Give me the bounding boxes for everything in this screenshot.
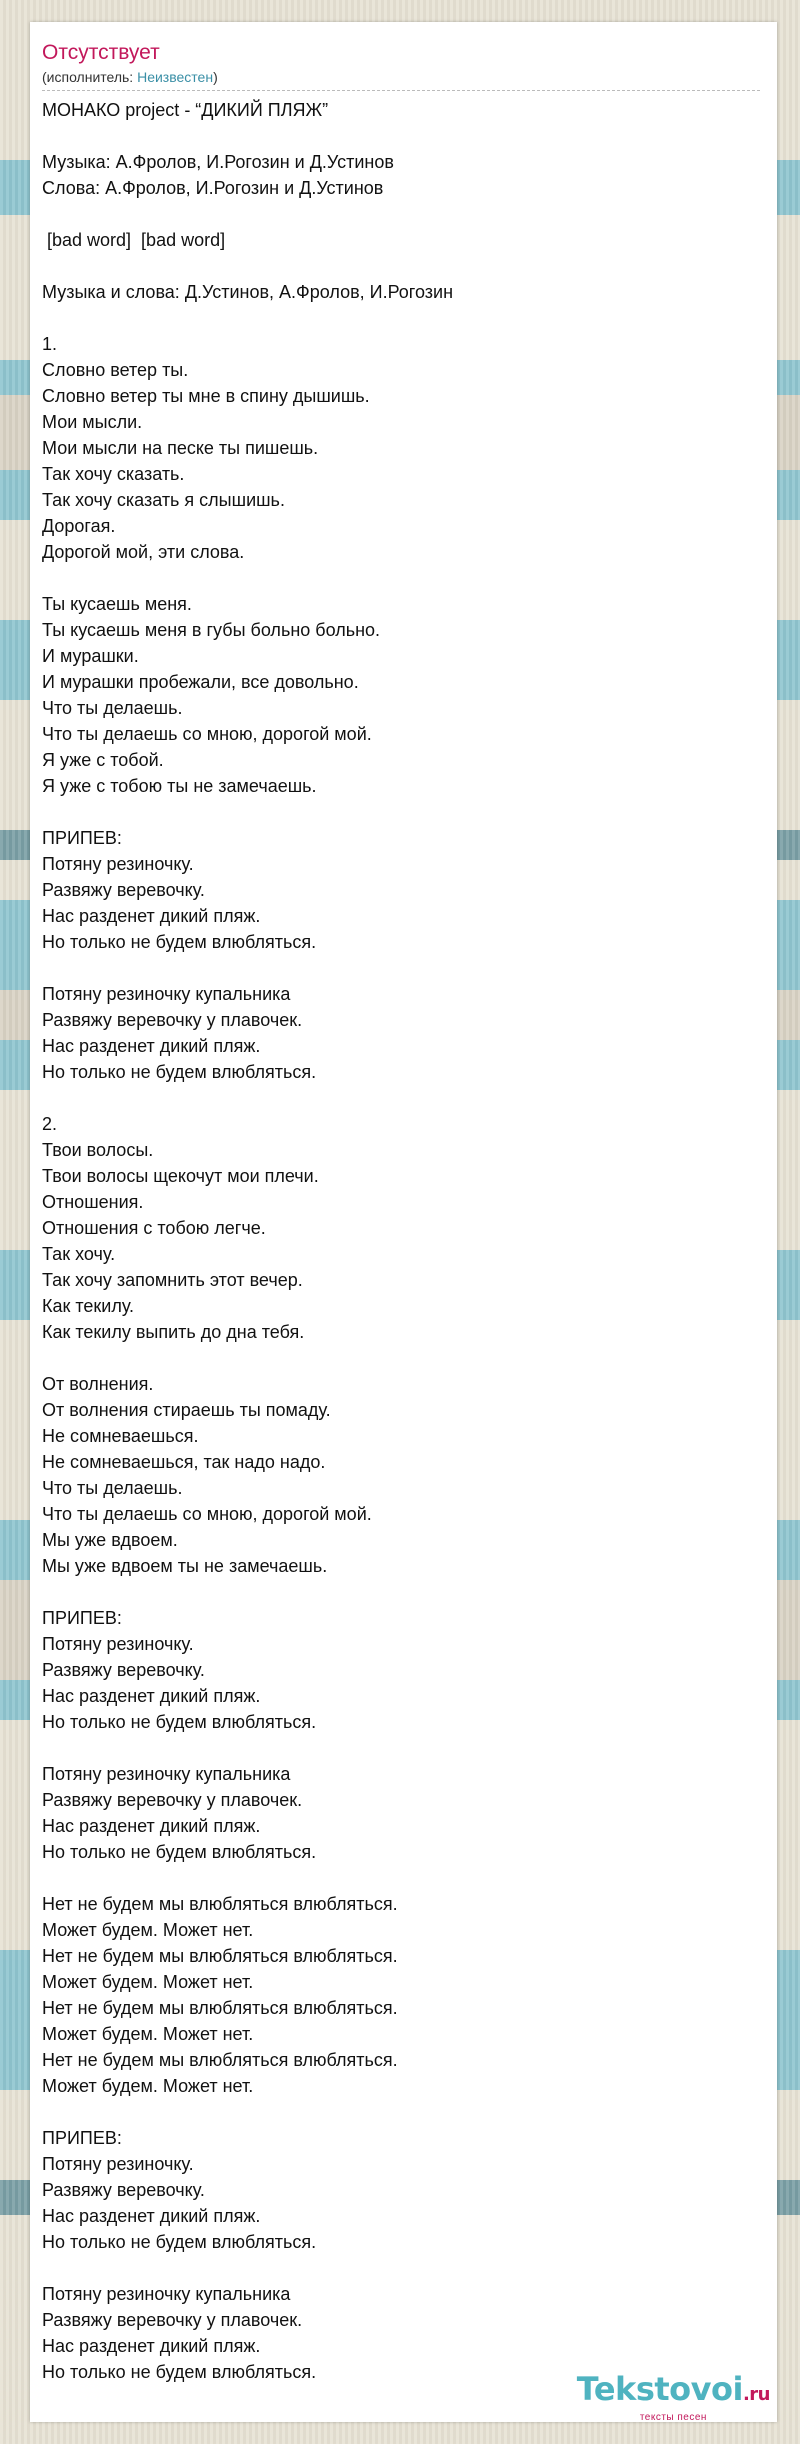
lyric-line: 1. (42, 334, 58, 354)
lyric-line: Может будем. Может нет. (42, 2024, 254, 2044)
logo-subtitle: тексты песен (639, 2412, 707, 2423)
lyric-blank-line (42, 2255, 765, 2281)
artist-prefix: (исполнитель: (42, 69, 138, 85)
lyric-line: Музыка: А.Фролов, И.Рогозин и Д.Устинов (42, 152, 394, 172)
site-logo[interactable] (577, 2372, 770, 2424)
lyric-blank-line (42, 1579, 765, 1605)
lyric-blank-line (42, 2099, 765, 2125)
lyric-line: Нас разденет дикий пляж. (42, 1686, 261, 1706)
lyric-line: Нас разденет дикий пляж. (42, 1816, 261, 1836)
lyric-line: И мурашки. (42, 646, 139, 666)
lyric-line: Но только не будем влюбляться. (42, 1842, 317, 1862)
lyric-line: Может будем. Может нет. (42, 2076, 254, 2096)
lyric-line: Нас разденет дикий пляж. (42, 2336, 261, 2356)
lyric-line: Потяну резиночку купальника (42, 984, 291, 1004)
lyric-line: [bad word] [bad word] (42, 230, 226, 250)
lyric-line: Нас разденет дикий пляж. (42, 906, 261, 926)
lyric-line: Что ты делаешь. (42, 1478, 183, 1498)
lyric-line: Развяжу веревочку. (42, 1660, 205, 1680)
artist-link[interactable]: Неизвестен (137, 69, 214, 85)
lyric-line: От волнения. (42, 1374, 154, 1394)
lyric-blank-line (42, 1865, 765, 1891)
lyric-line: Развяжу веревочку у плавочек. (42, 2310, 303, 2330)
lyric-line: Я уже с тобой. (42, 750, 164, 770)
song-title: Отсутствует (42, 41, 160, 64)
lyric-line: Потяну резиночку купальника (42, 1764, 291, 1784)
lyrics-body (42, 97, 765, 2385)
logo-wordmark (577, 2372, 770, 2412)
lyric-blank-line (42, 1735, 765, 1761)
lyric-line: Нет не будем мы влюбляться влюбляться. (42, 1946, 398, 1966)
lyric-line: Но только не будем влюбляться. (42, 1712, 317, 1732)
lyric-line: Ты кусаешь меня. (42, 594, 192, 614)
lyric-blank-line (42, 123, 765, 149)
lyric-line: Нет не будем мы влюбляться влюбляться. (42, 2050, 398, 2070)
lyric-line: Может будем. Может нет. (42, 1972, 254, 1992)
lyric-line: Но только не будем влюбляться. (42, 932, 317, 952)
lyric-line: ПРИПЕВ: (42, 1608, 122, 1628)
lyric-blank-line (42, 799, 765, 825)
logo-tld: .ru (742, 2384, 770, 2405)
lyric-line: ПРИПЕВ: (42, 2128, 122, 2148)
lyric-blank-line (42, 955, 765, 981)
title-divider (42, 90, 760, 91)
lyrics-card (30, 22, 777, 2422)
lyric-line: Дорогой мой, эти слова. (42, 542, 245, 562)
lyric-line: Потяну резиночку. (42, 1634, 194, 1654)
lyric-line: Может будем. Может нет. (42, 1920, 254, 1940)
lyric-line: Отношения с тобою легче. (42, 1218, 266, 1238)
lyric-line: Отношения. (42, 1192, 144, 1212)
lyric-line: Как текилу выпить до дна тебя. (42, 1322, 305, 1342)
logo-main-text: Tekstovoi (576, 2370, 743, 2408)
lyric-line: Так хочу сказать. (42, 464, 185, 484)
lyric-line: Нет не будем мы влюбляться влюбляться. (42, 1998, 398, 2018)
lyric-line: ПРИПЕВ: (42, 828, 122, 848)
lyric-line: Твои волосы щекочут мои плечи. (42, 1166, 319, 1186)
lyric-line: Не сомневаешься. (42, 1426, 199, 1446)
lyric-line: Так хочу сказать я слышишь. (42, 490, 285, 510)
lyric-line: Так хочу запомнить этот вечер. (42, 1270, 303, 1290)
lyric-blank-line (42, 1085, 765, 1111)
lyric-line: Мои мысли на песке ты пишешь. (42, 438, 319, 458)
lyric-line: Я уже с тобою ты не замечаешь. (42, 776, 317, 796)
lyric-line: Нас разденет дикий пляж. (42, 2206, 261, 2226)
artist-suffix: ) (213, 69, 218, 85)
lyric-line: Слова: А.Фролов, И.Рогозин и Д.Устинов (42, 178, 384, 198)
lyric-line: Дорогая. (42, 516, 116, 536)
lyric-line: Что ты делаешь со мною, дорогой мой. (42, 1504, 372, 1524)
lyric-line: И мурашки пробежали, все довольно. (42, 672, 359, 692)
lyric-line: Потяну резиночку. (42, 2154, 194, 2174)
artist-line (42, 68, 765, 86)
lyric-line: Но только не будем влюбляться. (42, 2362, 317, 2382)
lyric-line: Мы уже вдвоем. (42, 1530, 178, 1550)
lyric-line: Нас разденет дикий пляж. (42, 1036, 261, 1056)
lyric-line: Развяжу веревочку у плавочек. (42, 1790, 303, 1810)
lyric-line: Ты кусаешь меня в губы больно больно. (42, 620, 381, 640)
lyric-line: Не сомневаешься, так надо надо. (42, 1452, 326, 1472)
lyric-line: От волнения стираешь ты помаду. (42, 1400, 331, 1420)
lyric-blank-line (42, 253, 765, 279)
lyric-line: Нет не будем мы влюбляться влюбляться. (42, 1894, 398, 1914)
lyric-line: МОНАКО project - “ДИКИЙ ПЛЯЖ” (42, 100, 329, 120)
lyric-line: Мы уже вдвоем ты не замечаешь. (42, 1556, 328, 1576)
lyric-line: 2. (42, 1114, 58, 1134)
lyric-line: Музыка и слова: Д.Устинов, А.Фролов, И.Рогозин (42, 282, 454, 302)
lyric-blank-line (42, 1345, 765, 1371)
lyric-line: Мои мысли. (42, 412, 143, 432)
lyric-blank-line (42, 565, 765, 591)
lyric-line: Развяжу веревочку. (42, 880, 205, 900)
lyric-line: Что ты делаешь со мною, дорогой мой. (42, 724, 372, 744)
lyric-line: Словно ветер ты мне в спину дышишь. (42, 386, 370, 406)
lyric-line: Что ты делаешь. (42, 698, 183, 718)
lyric-line: Словно ветер ты. (42, 360, 189, 380)
lyric-line: Развяжу веревочку. (42, 2180, 205, 2200)
lyric-line: Так хочу. (42, 1244, 116, 1264)
lyric-line: Но только не будем влюбляться. (42, 2232, 317, 2252)
lyric-line: Потяну резиночку. (42, 854, 194, 874)
lyric-blank-line (42, 305, 765, 331)
lyric-blank-line (42, 201, 765, 227)
lyric-line: Потяну резиночку купальника (42, 2284, 291, 2304)
lyric-line: Развяжу веревочку у плавочек. (42, 1010, 303, 1030)
lyric-line: Но только не будем влюбляться. (42, 1062, 317, 1082)
lyric-line: Твои волосы. (42, 1140, 154, 1160)
lyric-line: Как текилу. (42, 1296, 135, 1316)
